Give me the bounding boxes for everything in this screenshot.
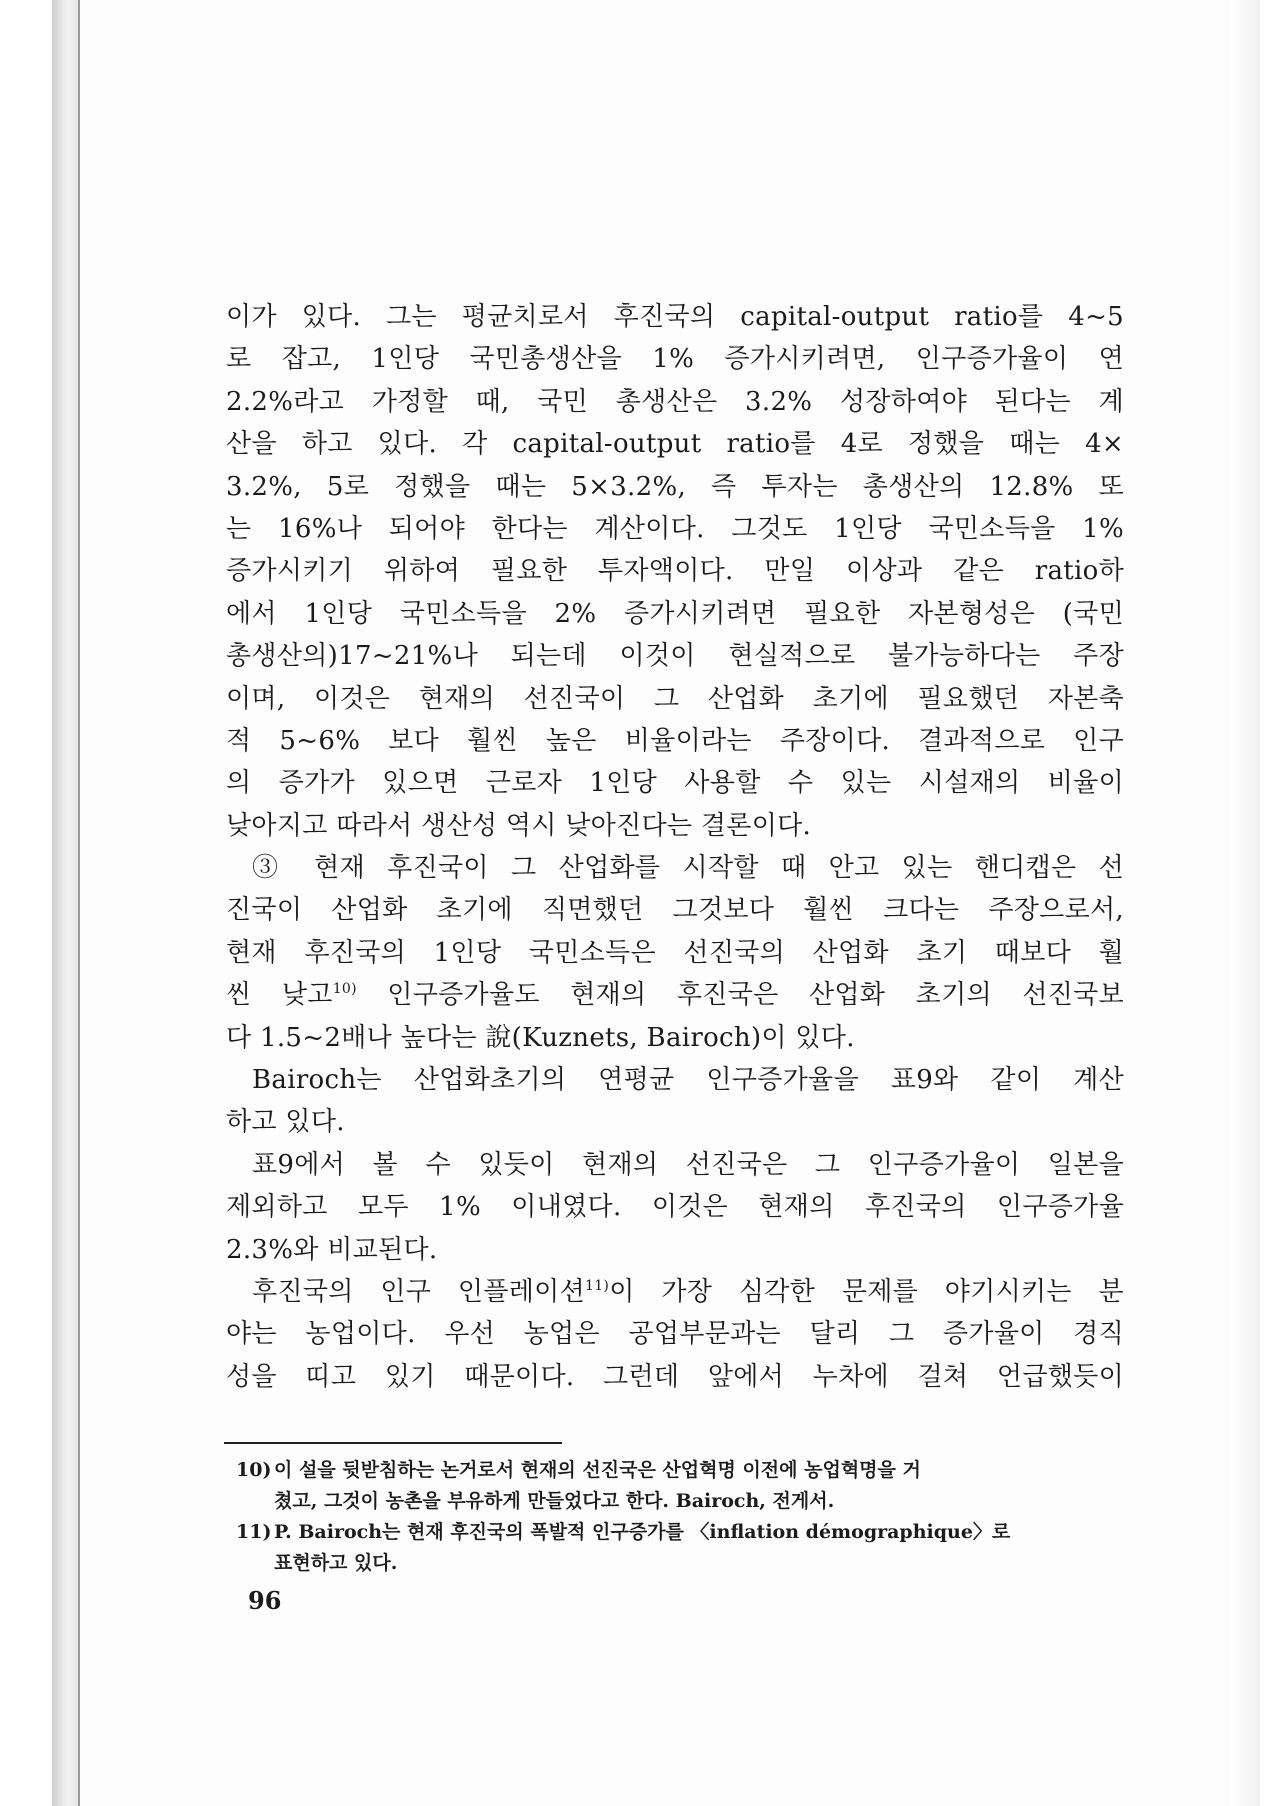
body-text bbox=[226, 296, 1124, 1398]
footnote-10 bbox=[236, 1455, 1124, 1486]
text-line: 야는 농업이다. 우선 농업은 공업부문과는 달리 그 증가율이 경직 bbox=[226, 1319, 1124, 1350]
text-line: 로 잡고, 1인당 국민총생산을 1% 증가시키려면, 인구증가율이 연 bbox=[226, 344, 1124, 375]
footnote-ref-10[interactable]: 10) bbox=[332, 981, 357, 998]
text-line: 증가시키기 위하여 필요한 투자액이다. 만일 이상과 같은 ratio하 bbox=[226, 556, 1124, 587]
footnote-11 bbox=[236, 1517, 1124, 1548]
footnote-text: P. Bairoch는 현재 후진국의 폭발적 인구증가를 〈inflation démographique〉로 bbox=[274, 1521, 1011, 1543]
text-line: 낮아지고 따라서 생산성 역시 낮아진다는 결론이다. bbox=[226, 810, 812, 841]
text-line: 산을 하고 있다. 각 capital-output ratio를 4로 정했을 때는 4× bbox=[226, 429, 1124, 460]
text-line: 진국이 산업화 초기에 직면했던 그것보다 훨씬 크다는 주장으로서, bbox=[226, 895, 1124, 926]
page-edge bbox=[78, 0, 80, 1806]
footnote-number: 10) bbox=[236, 1459, 272, 1481]
text-line: ③ 현재 후진국이 그 산업화를 시작할 때 안고 있는 핸디캡은 선 bbox=[252, 853, 1124, 884]
footnote-ref-11[interactable]: 11) bbox=[585, 1277, 610, 1294]
text-line bbox=[226, 1271, 1124, 1313]
text-line bbox=[226, 974, 1124, 1016]
page-number: 96 bbox=[248, 1586, 282, 1615]
text-line: 의 증가가 있으면 근로자 1인당 사용할 수 있는 시설재의 비율이 bbox=[226, 768, 1124, 799]
text-line: 제외하고 모두 1% 이내였다. 이것은 현재의 후진국의 인구증가율 bbox=[226, 1192, 1124, 1223]
text-span: 이 가장 심각한 문제를 야기시키는 분 bbox=[609, 1276, 1124, 1307]
footnote-text: 이 설을 뒷받침하는 논거로서 현재의 선진국은 산업혁명 이전에 농업혁명을 거 bbox=[274, 1459, 921, 1481]
text-line: Bairoch는 산업화초기의 연평균 인구증가율을 표9와 같이 계산 bbox=[252, 1065, 1124, 1096]
text-line: 3.2%, 5로 정했을 때는 5×3.2%, 즉 투자는 총생산의 12.8% 또 bbox=[226, 471, 1124, 502]
footnotes bbox=[236, 1455, 1124, 1579]
text-line: 성을 띠고 있기 때문이다. 그런데 앞에서 누차에 걸쳐 언급했듯이 bbox=[226, 1361, 1124, 1392]
text-line: 는 16%나 되어야 한다는 계산이다. 그것도 1인당 국민소득을 1% bbox=[226, 513, 1124, 544]
text-line: 적 5~6% 보다 훨씬 높은 비율이라는 주장이다. 결과적으로 인구 bbox=[226, 725, 1124, 756]
text-line: 현재 후진국의 1인당 국민소득은 선진국의 산업화 초기 때보다 훨 bbox=[226, 937, 1124, 968]
text-line: 다 1.5~2배나 높다는 說(Kuznets, Bairoch)이 있다. bbox=[226, 1022, 855, 1053]
text-line: 표9에서 볼 수 있듯이 현재의 선진국은 그 인구증가율이 일본을 bbox=[252, 1149, 1124, 1180]
text-line: 하고 있다. bbox=[226, 1107, 345, 1138]
text-line: 이며, 이것은 현재의 선진국이 그 산업화 초기에 필요했던 자본축 bbox=[226, 683, 1124, 714]
footnote-divider bbox=[224, 1442, 562, 1444]
footnote-number: 11) bbox=[236, 1521, 272, 1543]
text-line: 에서 1인당 국민소득을 2% 증가시키려면 필요한 자본형성은 (국민 bbox=[226, 598, 1124, 629]
text-line: 2.2%라고 가정할 때, 국민 총생산은 3.2% 성장하여야 된다는 계 bbox=[226, 386, 1124, 417]
text-span: 인구증가율도 현재의 후진국은 산업화 초기의 선진국보 bbox=[356, 980, 1124, 1011]
text-line: 총생산의)17~21%나 되는데 이것이 현실적으로 불가능하다는 주장 bbox=[226, 641, 1124, 672]
text-line: 2.3%와 비교된다. bbox=[226, 1234, 438, 1265]
text-line: 이가 있다. 그는 평균치로서 후진국의 capital-output ratio를 4~5 bbox=[226, 302, 1124, 332]
footnote-text: 쳤고, 그것이 농촌을 부유하게 만들었다고 한다. Bairoch, 전게서. bbox=[274, 1490, 835, 1512]
footnote-text: 표현하고 있다. bbox=[274, 1552, 398, 1574]
page-right-edge bbox=[1230, 0, 1260, 1806]
text-span: 후진국의 인구 인플레이션 bbox=[252, 1276, 585, 1307]
text-span: 씬 낮고 bbox=[226, 980, 333, 1011]
book-spine bbox=[52, 0, 78, 1806]
